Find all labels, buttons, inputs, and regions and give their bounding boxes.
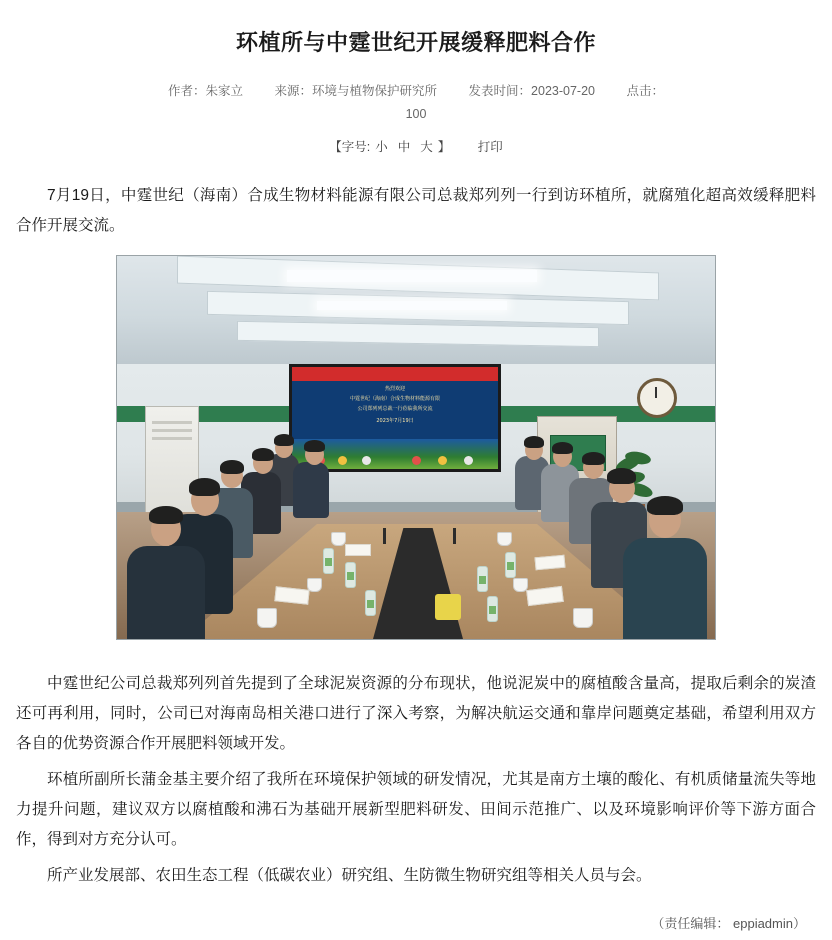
- document-paper: [345, 544, 371, 556]
- water-bottle: [477, 566, 488, 592]
- ceiling-light: [317, 301, 507, 310]
- fontsize-label: 【字号:: [329, 140, 371, 154]
- meta-author-label: 作者：: [168, 84, 206, 98]
- microphone: [383, 528, 386, 544]
- meta-source-label: 来源：: [274, 84, 313, 98]
- screen-banner: [292, 367, 498, 381]
- article-tools: [16, 137, 816, 155]
- person-hair: [189, 478, 220, 496]
- flower: [338, 456, 347, 465]
- wall-clock: [637, 378, 677, 418]
- person-seated-foreground: [623, 538, 707, 640]
- article-page: [0, 26, 832, 932]
- screen-welcome-line3: 公司郑列列总裁一行莅临我所交流: [357, 406, 433, 412]
- tea-cup: [497, 532, 512, 546]
- document-paper: [534, 555, 565, 571]
- flower: [412, 456, 421, 465]
- meta-author-value: 朱家立: [205, 84, 244, 98]
- fontsize-small-button[interactable]: 小: [375, 140, 388, 154]
- ac-vent: [152, 437, 192, 440]
- yellow-bag: [435, 594, 461, 620]
- print-button[interactable]: 打印: [477, 140, 503, 154]
- person-hair: [149, 506, 183, 524]
- editor-note: （责任编辑： eppiadmin）: [651, 916, 806, 931]
- water-bottle: [505, 552, 516, 578]
- person-hair: [647, 496, 683, 515]
- fontsize-switcher: [329, 137, 450, 155]
- article-body: [16, 181, 816, 891]
- water-bottle: [365, 590, 376, 616]
- microphone: [453, 528, 456, 544]
- tea-cup: [331, 532, 346, 546]
- meta-hits: [626, 79, 664, 103]
- meta-date: [469, 79, 595, 103]
- meta-date-value: 2023-07-20: [531, 84, 595, 98]
- person-hair: [220, 460, 244, 474]
- flower: [362, 456, 371, 465]
- paragraph-1: 7月19日，中霆世纪（海南）合成生物材料能源有限公司总裁郑列列一行到访环植所，就腐殖化超高效缓释肥料合作开展交流。: [16, 187, 816, 234]
- fontsize-large-button[interactable]: 大: [420, 140, 433, 154]
- meeting-photo: [116, 255, 716, 640]
- person-hair: [582, 452, 605, 465]
- ceiling-light: [287, 270, 537, 282]
- flower: [438, 456, 447, 465]
- meta-source-value: 环境与植物保护研究所: [312, 84, 438, 98]
- meta-source: [275, 79, 438, 103]
- screen-welcome-line4: 2023年7月19日: [376, 418, 414, 424]
- article-figure: [16, 255, 816, 651]
- water-bottle: [345, 562, 356, 588]
- fontsize-medium-button[interactable]: 中: [397, 140, 411, 154]
- screen-welcome-line2: 中霆世纪（海南）合成生物材料能源有限: [349, 396, 440, 402]
- tea-cup: [257, 608, 277, 628]
- tea-cup: [573, 608, 593, 628]
- water-bottle: [323, 548, 334, 574]
- person-hair: [552, 442, 573, 454]
- paragraph-2: 中霆世纪公司总裁郑列列首先提到了全球泥炭资源的分布现状，他说泥炭中的腐植酸含量高，提取后剩余的炭渣还可再利用，同时，公司已对海南岛相关港口进行了深入考察，为解决航运交通和靠岸问题奠定基础，希望利用双方各自的优势资源合作开展肥料领域开发。: [16, 675, 816, 752]
- fontsize-close-bracket: 】: [437, 140, 451, 154]
- water-bottle: [487, 596, 498, 622]
- meta-hits-label: 点击：: [626, 84, 664, 98]
- person-seated-foreground: [127, 546, 205, 640]
- screen-welcome-line1: 热烈欢迎: [384, 386, 405, 392]
- person-hair: [252, 448, 274, 461]
- meta-hits-value: 100: [405, 107, 427, 121]
- person-hair: [304, 440, 325, 452]
- page-title: 环植所与中霆世纪开展缓释肥料合作: [235, 30, 596, 55]
- paragraph-4: 所产业发展部、农田生态工程（低碳农业）研究组、生防微生物研究组等相关人员与会。: [47, 867, 652, 884]
- meta-author: [168, 79, 243, 103]
- person-seated: [293, 462, 329, 518]
- flower: [464, 456, 473, 465]
- person-hair: [607, 468, 636, 484]
- paragraph-3: 环植所副所长蒲金基主要介绍了我所在环境保护领域的研发情况，尤其是南方土壤的酸化、有机质储量流失等地力提升问题，建议双方以腐植酸和沸石为基础开展新型肥料研发、田间示范推广、以及环境影响评价等下游方面合作，得到对方充分认可。: [16, 771, 816, 848]
- article-meta: [16, 79, 816, 103]
- ac-vent: [152, 429, 192, 432]
- person-hair: [274, 434, 294, 446]
- meta-date-label: 发表时间：: [468, 84, 532, 98]
- person-hair: [524, 436, 544, 448]
- ac-vent: [152, 421, 192, 424]
